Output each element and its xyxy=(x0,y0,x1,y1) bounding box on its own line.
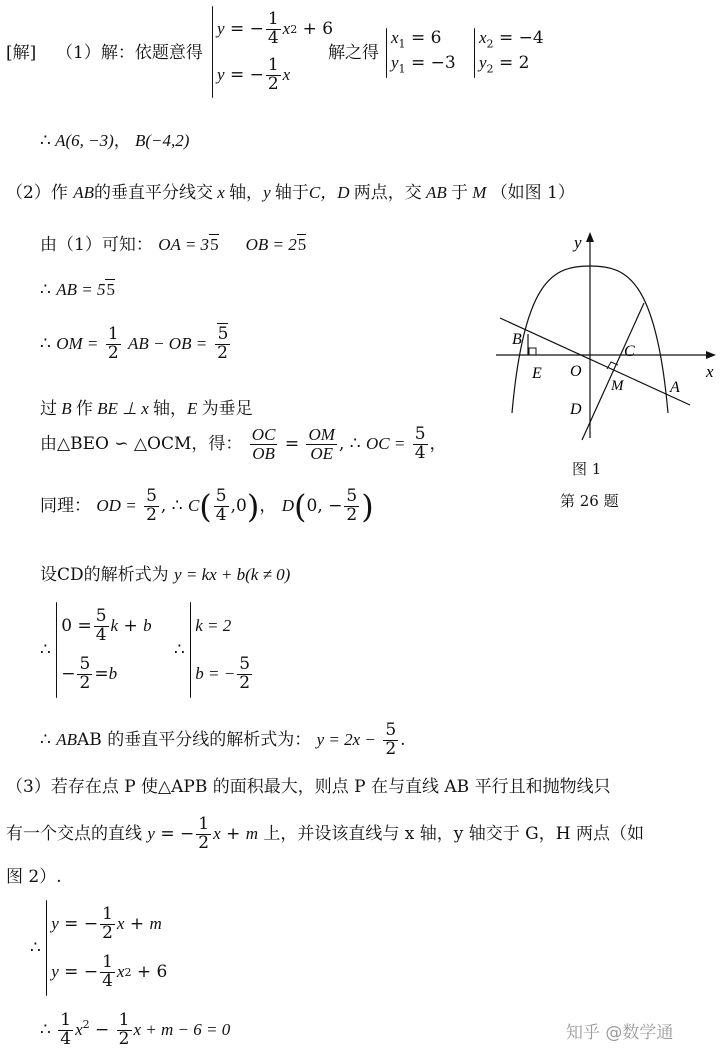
label-x: x xyxy=(706,362,714,381)
system-equation-1: y = − $\frac{1}{4}$ x 2 + 6 y = − $\frac{1}{2}$ x xyxy=(212,6,333,98)
part1-conclusion: ∴ A(6, −3)， B(−4,2) xyxy=(40,131,190,150)
label-y: y xyxy=(574,233,582,252)
right-angle-e-icon xyxy=(529,348,536,355)
solution-label: [解] xyxy=(6,43,37,63)
part3-line2: 有一个交点的直线 y = − $\frac{1}{2}$ x + m 上，并设该直线与 x 轴，y 轴交于 G，H 两点（如 xyxy=(6,814,644,853)
figure-caption: 图 1 xyxy=(572,460,602,478)
y-axis-arrow-icon xyxy=(586,232,594,242)
label-d: D xyxy=(570,401,582,418)
watermark: 知乎 @数学通 xyxy=(566,1023,674,1043)
perp-bisector-result: ∴ ABAB 的垂直平分线的解析式为： y = 2x − $\frac{5}{2}$ . xyxy=(40,720,406,759)
system-kb: ∴ 0 = $\frac{5}{4}$ k + b − $\frac{5}{2}$ = b xyxy=(40,602,152,698)
similar-triangles: 由△BEO ∽ △OCM，得： $\frac{OC}{OB}$ = $\frac{OM}{OE}$ , ∴ OC = $\frac{5}{4}$ ， xyxy=(40,424,447,463)
label-o: O xyxy=(570,363,582,380)
part3-final-eq: ∴ $\frac{1}{4}$ $x^2$ − $\frac{1}{2}$ x + m − 6 = 0 xyxy=(40,1010,231,1049)
label-a: A xyxy=(670,379,680,396)
x-axis-arrow-icon xyxy=(706,351,716,359)
solution-set-1: $x_1 = 6$ $y_1 = -3$ xyxy=(386,28,456,78)
part2-heading: （2）作 AB的垂直平分线交 x 轴，y 轴于C，D 两点，交 AB 于 M （如图 1） xyxy=(6,183,575,203)
y2-value: 2 xyxy=(518,53,530,73)
y1-value: −3 xyxy=(430,53,456,73)
length-om: ∴ OM = $\frac{1}{2}$ AB − OB = $\frac{5}{2}$ xyxy=(40,324,229,363)
part1-intro: （1）解：依题意得 xyxy=(56,43,203,63)
part3-line3: 图 2）. xyxy=(6,867,62,887)
x1-value: 6 xyxy=(430,28,442,48)
label-c: C xyxy=(624,343,635,360)
line-cd-form: 设CD的解析式为 y = kx + b(k ≠ 0) xyxy=(40,565,291,585)
figure-1-diagram xyxy=(494,228,720,518)
solution-kb: ∴ k = 2 b = − $\frac{5}{2}$ xyxy=(174,602,254,698)
length-ab: ∴ AB = 55 xyxy=(40,280,115,300)
part3-line1: （3）若存在点 P 使△APB 的面积最大，则点 P 在与直线 AB 平行且和抛物线只 xyxy=(6,777,611,797)
system-part3: ∴ y = − $\frac{1}{2}$ x + m y = − $\frac{1}{4}$ x 2 + 6 xyxy=(30,900,167,996)
x2-value: −4 xyxy=(518,28,544,48)
point-a: A(6, −3) xyxy=(55,131,114,150)
line-cd xyxy=(582,303,644,440)
point-c-d: 同理： OD = $\frac{5}{2}$ , ∴ C( $\frac{5}{4}$ ,0)， D(0, − $\frac{5}{2}$ ) xyxy=(40,486,374,526)
construct-be: 过 B 作 BE ⊥ x 轴，E 为垂足 xyxy=(40,399,253,419)
part1-solve-label: 解之得 xyxy=(328,43,379,63)
point-b: B(−4,2) xyxy=(135,131,190,150)
problem-number: 第 26 题 xyxy=(560,492,619,510)
lengths-oa-ob: 由（1）可知： OA = 35 OB = 25 xyxy=(40,235,307,255)
label-m: M xyxy=(611,378,624,394)
label-b: B xyxy=(512,331,522,348)
solution-set-2: $x_2 = -4$ $y_2 = 2$ xyxy=(474,28,544,78)
label-e: E xyxy=(532,365,542,382)
